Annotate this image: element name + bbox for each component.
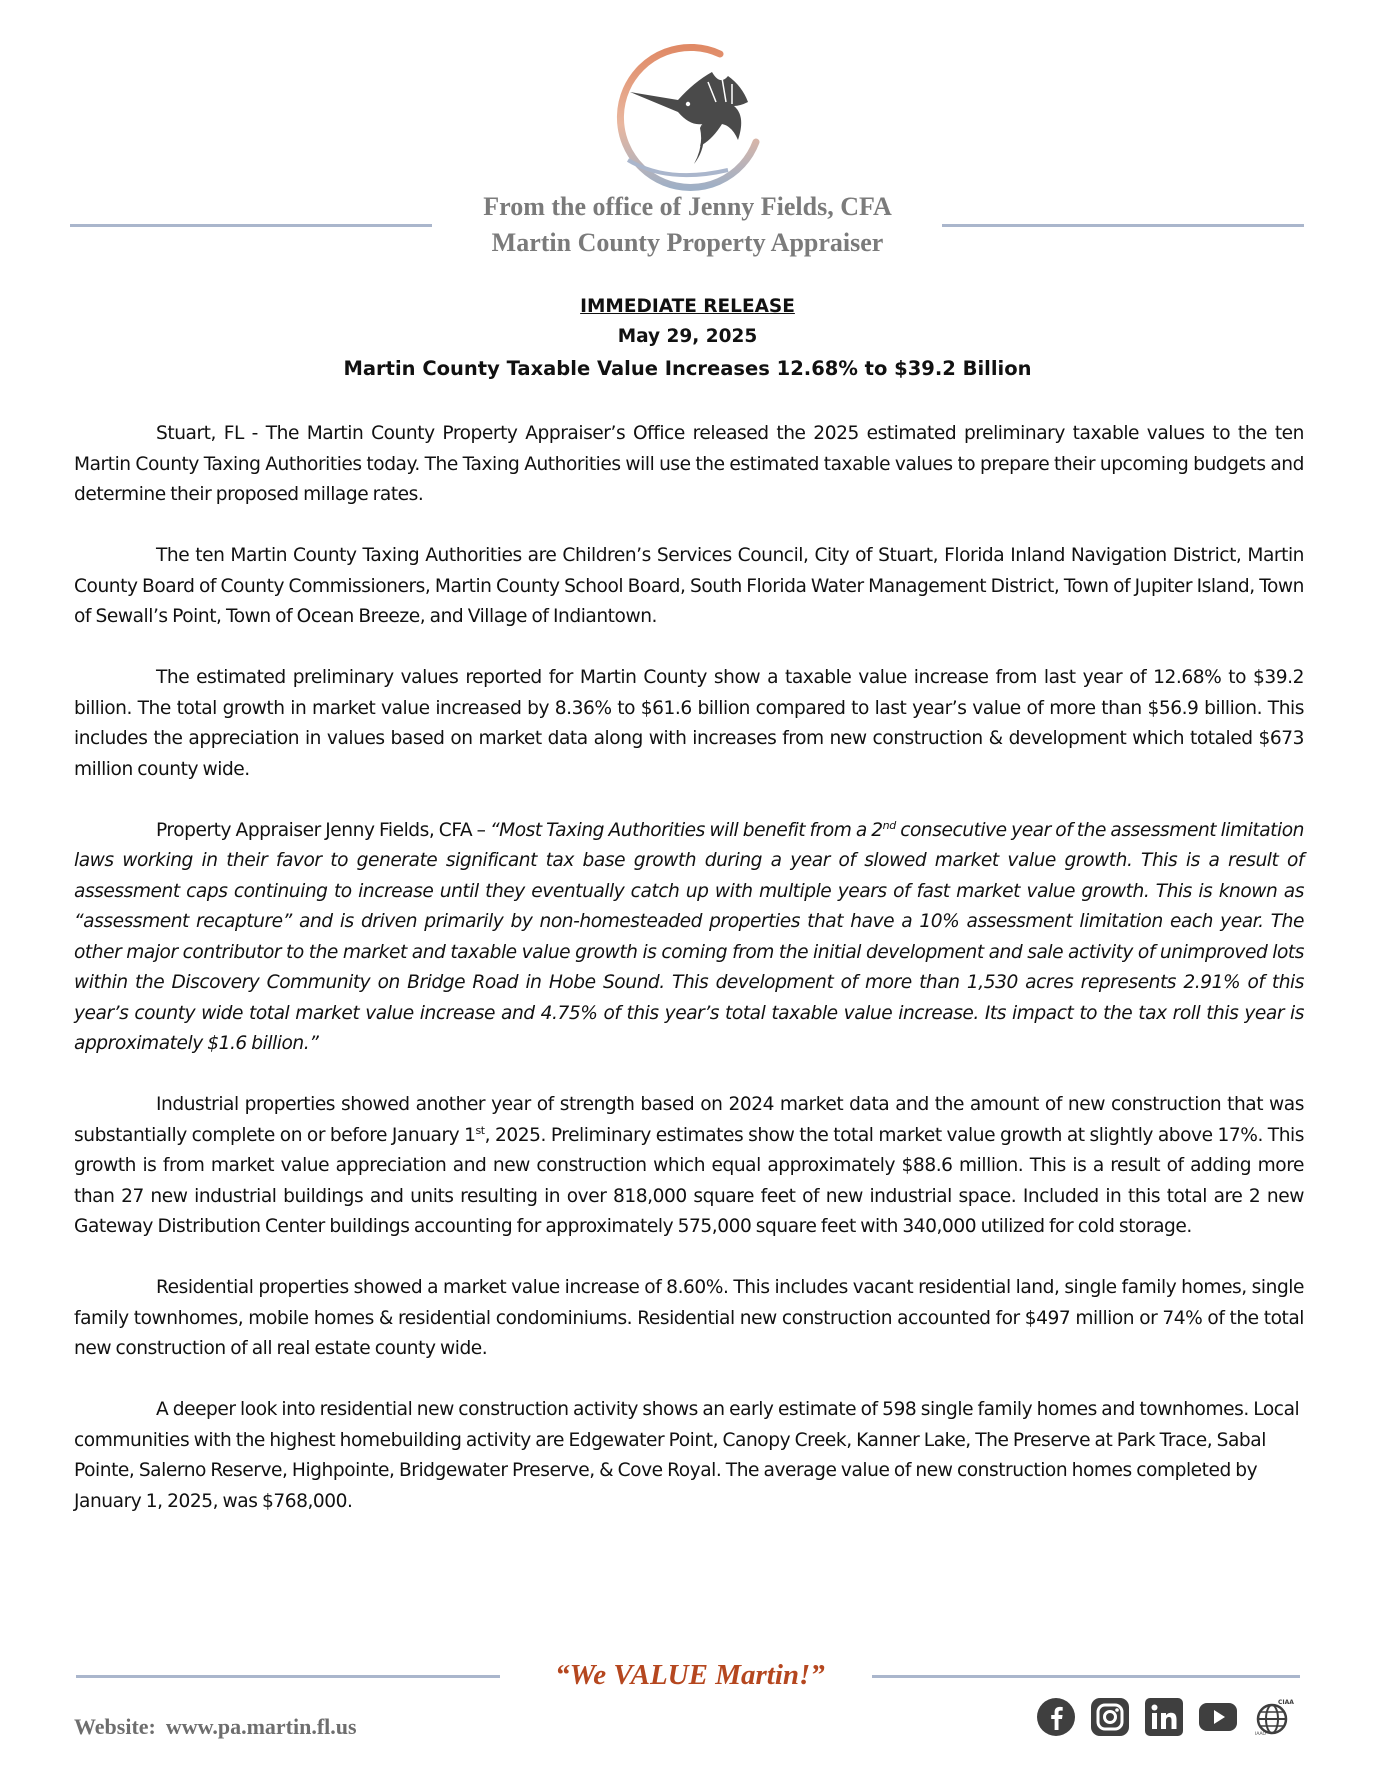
paragraph-intro: Stuart, FL - The Martin County Property Appraiser’s Office released the 2025 estimated preliminary taxable values to the ten Martin County Taxing Authorities today. The Taxing Authorities will use the estimated taxable values to prepare their upcoming budgets and determine their proposed millage rates. — [74, 423, 1304, 505]
press-release-body — [74, 419, 1304, 1548]
instagram-icon[interactable] — [1090, 1697, 1130, 1737]
office-title: Martin County Property Appraiser — [491, 228, 884, 257]
quote-text-rest: consecutive year of the assessment limitation laws working in their favor to generate significant tax base growth during a year of slowed market value growth. This is a result of assessment caps continuing to increase until they eventually catch up with multiple years of fast market value growth. This is known as “assessment recapture” and is driven primarily by non-homesteaded properties that have a 10% assessment limitation each year. The other major contributor to the market and taxable value growth is coming from the initial development and sale activity of unimproved lots within the Discovery Community on Bridge Road in Hobe Sound. This development of more than 1,530 acres represents 2.91% of this year’s county wide total market value increase and 4.75% of this year’s total taxable value increase. Its impact to the tax roll this year is approximately $1.6 billion.” — [74, 819, 1304, 1054]
release-label: IMMEDIATE RELEASE — [580, 296, 795, 317]
iaao-top-text: CIAA — [1278, 1699, 1294, 1706]
quote-text-start: “Most Taxing Authorities will benefit from a 2 — [489, 819, 883, 841]
sailfish-logo — [608, 42, 768, 190]
social-icons — [1036, 1694, 1292, 1740]
website-link[interactable]: www.pa.martin.fl.us — [165, 1714, 357, 1739]
release-headline: Martin County Taxable Value Increases 12.68% to $39.2 Billion — [343, 357, 1032, 380]
footer-rule-left — [76, 1675, 500, 1678]
paragraph-residential: Residential properties showed a market value increase of 8.60%. This includes vacant residential land, single family homes, single family townhomes, mobile homes & residential condominiums. Residential new construction accounted for $497 million or 74% of the total new construction of all real estate county wide. — [74, 1277, 1304, 1359]
industrial-ordinal-suffix: st — [475, 1123, 485, 1137]
iaao-globe-icon — [1252, 1697, 1292, 1737]
paragraph-preliminary-values: The estimated preliminary values reported for Martin County show a taxable value increase from last year of 12.68% to $39.2 billion. The total growth in market value increased by 8.36% to $61.6 billion compared to last year’s value of more than $56.9 billion. This includes the appreciation in values based on market data along with increases from new construction & development which totaled $673 million county wide. — [74, 667, 1304, 780]
iaao-side-text: IAAO — [1255, 1732, 1267, 1737]
facebook-icon[interactable] — [1036, 1697, 1076, 1737]
website-line — [74, 1713, 357, 1741]
release-date: May 29, 2025 — [617, 326, 758, 347]
paragraph-industrial — [74, 1090, 1304, 1243]
office-line: From the office of Jenny Fields, CFA — [483, 192, 892, 221]
linkedin-icon[interactable] — [1144, 1697, 1184, 1737]
industrial-text-rest: , 2025. Preliminary estimates show the total market value growth at slightly above 17%. This growth is from market value appreciation and new construction which equal approximately $88.6 million. This is a result of adding more than 27 new industrial buildings and units resulting in over 818,000 square feet of new industrial space. Included in this total are 2 new Gateway Distribution Center buildings accounting for approximately 575,000 square feet with 340,000 utilized for cold storage. — [74, 1124, 1304, 1237]
paragraph-new-construction: A deeper look into residential new construction activity shows an early estimate of 598 single family homes and townhomes. Local communities with the highest homebuilding activity are Edgewater Point, Canopy Creek, Kanner Lake, The Preserve at Park Trace, Sabal Pointe, Salerno Reserve, Highpointe, Bridgewater Preserve, & Cove Royal. The average value of new construction homes completed by January 1, 2025, was $768,000. — [74, 1399, 1300, 1512]
paragraph-appraiser-quote — [74, 816, 1304, 1060]
footer-rule-right — [872, 1675, 1300, 1678]
quote-attribution: Property Appraiser Jenny Fields, CFA – — [156, 819, 490, 841]
tagline: “We VALUE Martin!” — [555, 1659, 825, 1691]
quote-ordinal-suffix: nd — [882, 818, 896, 832]
paragraph-taxing-authorities: The ten Martin County Taxing Authorities are Children’s Services Council, City of Stuart, Florida Inland Navigation District, Martin County Board of County Commissioners, Martin County School Board, South Florida Water Management District, Town of Jupiter Island, Town of Sewall’s Point, Town of Ocean Breeze, and Village of Indiantown. — [74, 545, 1304, 627]
industrial-text-start: Industrial properties showed another year of strength based on 2024 market data and the amount of new construction that was substantially complete on or before January 1 — [74, 1094, 1304, 1146]
youtube-icon[interactable] — [1198, 1697, 1238, 1737]
website-label: Website: — [74, 1714, 156, 1739]
